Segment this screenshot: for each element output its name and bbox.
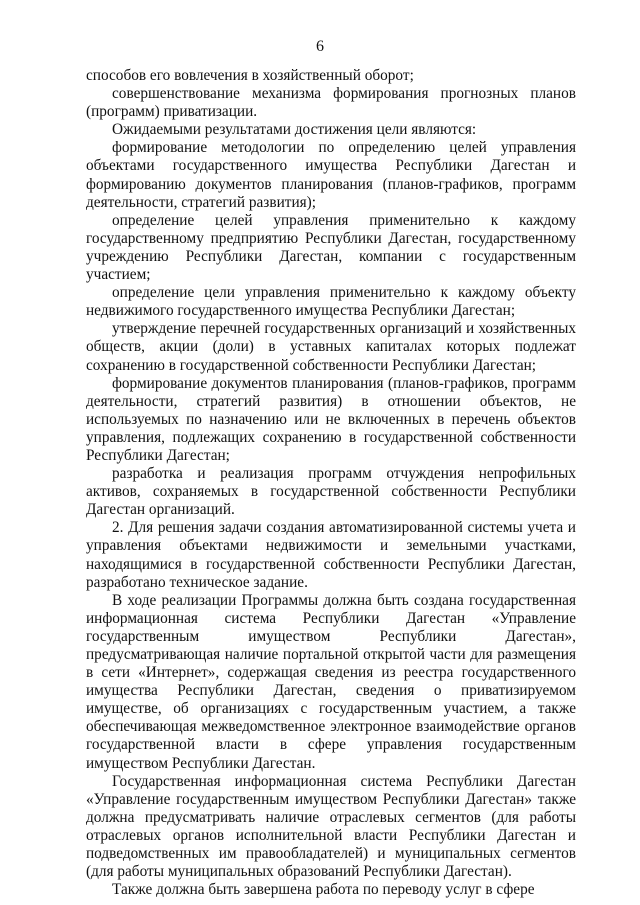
- paragraph: совершенствование механизма формирования прогнозных планов (программ) приватизации.: [86, 85, 576, 121]
- paragraph: В ходе реализации Программы должна быть создана государственная информационная система Республики Дагестан «Управление государственным имуществом Республики Дагестан», предусматривающая наличие портальной открытой части для размещения в сети «Интернет», содержащая сведения из реестра государственного имущества Республики Дагестан, сведения о приватизируемом имуществе, об организациях с государственным участием, а также обеспечивающая межведомственное электронное взаимодействие органов государственной власти в сфере управления государственным имуществом Республики Дагестан.: [86, 591, 576, 772]
- page-number: 6: [316, 38, 324, 55]
- paragraph: формирование методологии по определению целей управления объектами государственного имущества Республики Дагестан и формированию документов планирования (планов-графиков, программ деятельности, стратегий развития);: [86, 139, 576, 211]
- paragraph: Также должна быть завершена работа по переводу услуг в сфере: [112, 881, 535, 899]
- paragraph: Ожидаемыми результатами достижения цели являются:: [112, 121, 477, 139]
- paragraph: формирование документов планирования (планов-графиков, программ деятельности, стратегий развития) в отношении объектов, не используемых по назначению или не включенных в перечень объектов управления, подлежащих сохранению в государственной собственности Республики Дагестан;: [86, 374, 576, 464]
- paragraph: разработка и реализация программ отчуждения непрофильных активов, сохраняемых в государственной собственности Республики Дагестан организаций.: [86, 465, 576, 519]
- paragraph: утверждение перечней государственных организаций и хозяйственных обществ, акции (доли) в уставных капиталах которых подлежат сохранению в государственной собственности Республики Дагестан;: [86, 320, 576, 374]
- paragraph: способов его вовлечения в хозяйственный оборот;: [86, 67, 414, 84]
- paragraph: определение цели управления применительно к каждому объекту недвижимого государственного имущества Республики Дагестан;: [86, 284, 576, 320]
- document-body: [86, 67, 576, 899]
- paragraph: 2. Для решения задачи создания автоматизированной системы учета и управления объектами недвижимости и земельными участками, находящимися в государственной собственности Республики Дагестан, разработано техническое задание.: [86, 519, 576, 591]
- paragraph: определение целей управления применительно к каждому государственному предприятию Республики Дагестан, государственному учреждению Республики Дагестан, компании с государственным участием;: [86, 211, 576, 284]
- paragraph: Государственная информационная система Республики Дагестан «Управление государственным имуществом Республики Дагестан» также должна предусматривать наличие отраслевых сегментов (для работы отраслевых органов исполнительной власти Республики Дагестан и подведомственных им правообладателей) и муниципальных сегментов (для работы муниципальных образований Республики Дагестан).: [86, 772, 576, 881]
